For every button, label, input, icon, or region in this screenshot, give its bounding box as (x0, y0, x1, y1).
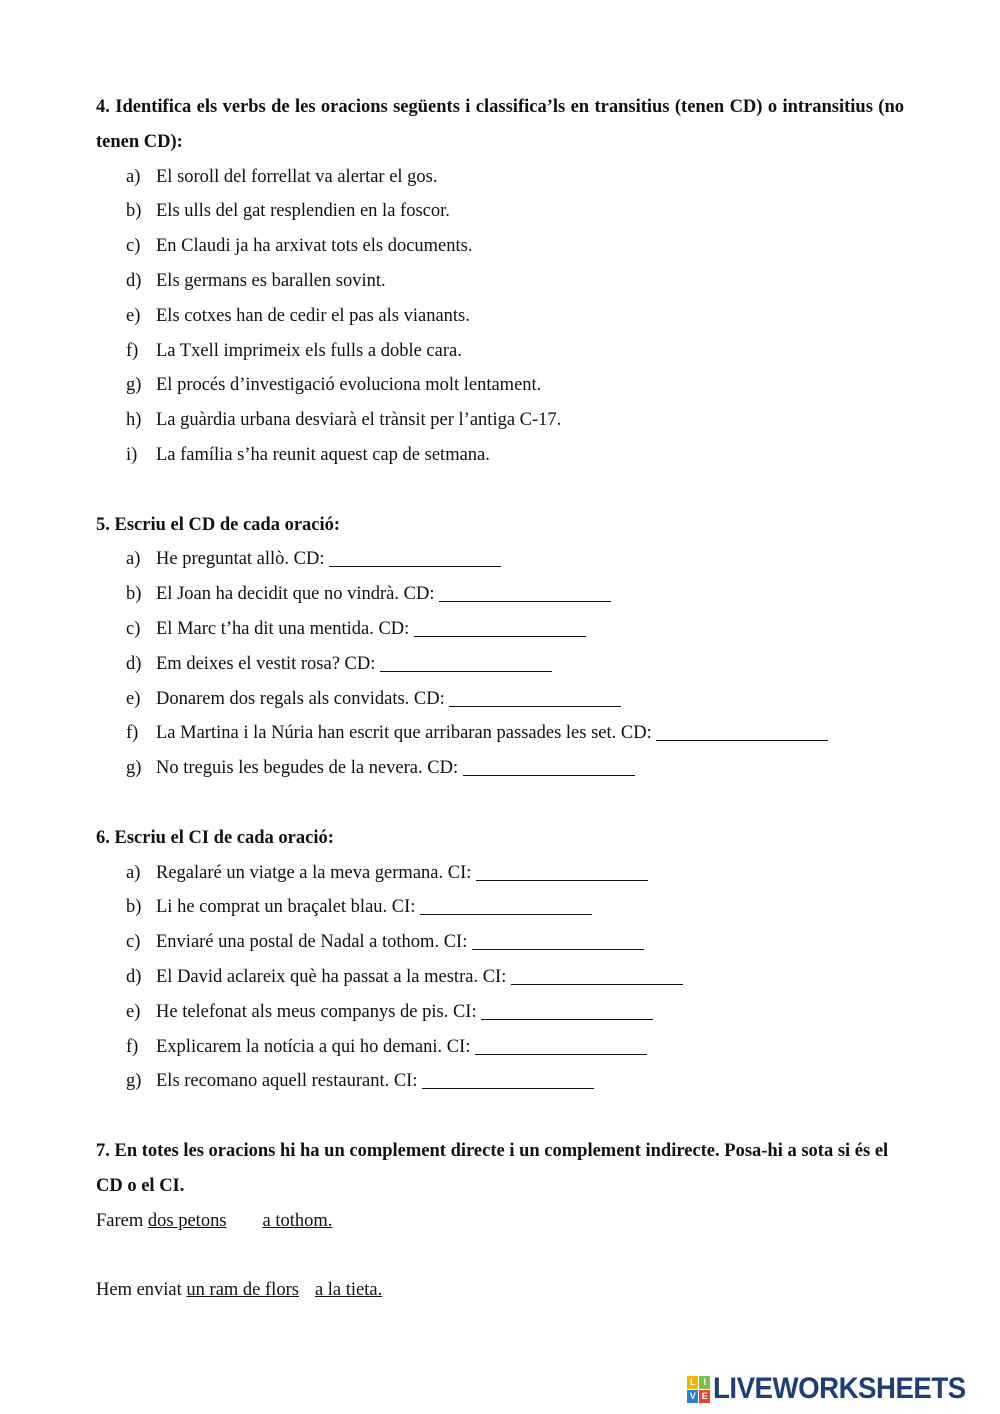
item-label: e) (126, 1001, 141, 1022)
sentence-start: Farem (96, 1210, 144, 1231)
item-label: a) (126, 166, 141, 187)
list-item (96, 577, 904, 612)
list-item (96, 960, 904, 995)
item-text: El procés d’investigació evoluciona molt lentament. (156, 375, 542, 396)
section-6-heading: 6. Escriu el CI de cada oració: (96, 827, 334, 848)
section-7-sentences (96, 1204, 904, 1308)
logo-letter: V (687, 1390, 698, 1403)
underlined-complement-2[interactable]: a tothom. (262, 1210, 333, 1231)
item-label: c) (126, 236, 141, 257)
logo-letter: L (687, 1376, 698, 1389)
list-item (96, 1030, 904, 1065)
item-label: a) (126, 862, 141, 883)
item-text: Explicarem la notícia a qui ho demani. CI: (156, 1036, 471, 1057)
item-text: Els ulls del gat resplendien en la foscor. (156, 201, 450, 222)
item-label: f) (126, 340, 139, 361)
item-text: Em deixes el vestit rosa? CD: (156, 653, 376, 674)
item-label: e) (126, 688, 141, 709)
answer-blank[interactable] (472, 929, 644, 950)
answer-blank[interactable] (380, 651, 552, 672)
sentence (96, 1204, 904, 1239)
list-item (96, 438, 904, 473)
item-text: No treguis les begudes de la nevera. CD: (156, 758, 459, 779)
answer-blank[interactable] (475, 1034, 647, 1055)
sentence (96, 1273, 904, 1308)
section-4-list (96, 160, 904, 473)
list-item (96, 299, 904, 334)
answer-blank[interactable] (439, 581, 611, 602)
item-text: La Txell imprimeix els fulls a doble cara. (156, 340, 462, 361)
section-5-list (96, 542, 904, 786)
item-text: Regalaré un viatge a la meva germana. CI: (156, 862, 472, 883)
item-label: b) (126, 201, 142, 222)
item-text: El David aclareix què ha passat a la mestra. CI: (156, 966, 507, 987)
list-item (96, 229, 904, 264)
spacer (96, 1238, 904, 1273)
item-label: g) (126, 758, 142, 779)
section-6-list (96, 856, 904, 1100)
list-item (96, 334, 904, 369)
list-item (96, 890, 904, 925)
section-4-heading: 4. Identifica els verbs de les oracions següents i classifica’ls en transitius (tenen CD) o intransitius (no tenen CD): (96, 97, 904, 152)
list-item (96, 612, 904, 647)
section-7-heading: 7. En totes les oracions hi ha un complement directe i un complement indirecte. Posa-hi a sota si és el CD o el CI. (96, 1140, 889, 1196)
item-text: El soroll del forrellat va alertar el gos. (156, 166, 438, 187)
list-item (96, 542, 904, 577)
list-item (96, 682, 904, 717)
list-item (96, 751, 904, 786)
item-label: b) (126, 584, 142, 605)
item-text: La família s’ha reunit aquest cap de setmana. (156, 444, 490, 465)
answer-blank[interactable] (481, 999, 653, 1020)
answer-blank[interactable] (329, 546, 501, 567)
logo-icon (687, 1376, 710, 1403)
list-item (96, 264, 904, 299)
logo-letter: E (699, 1390, 710, 1403)
item-text: He telefonat als meus companys de pis. CI: (156, 1001, 477, 1022)
item-label: e) (126, 305, 141, 326)
item-text: Els germans es barallen sovint. (156, 270, 386, 291)
item-text: El Joan ha decidit que no vindrà. CD: (156, 584, 435, 605)
underlined-complement-1[interactable]: dos petons (147, 1210, 227, 1231)
item-label: h) (126, 410, 142, 431)
item-label: d) (126, 653, 142, 674)
item-text: Donarem dos regals als convidats. CD: (156, 688, 445, 709)
liveworksheets-logo (687, 1372, 988, 1406)
item-label: i) (126, 444, 138, 465)
list-item (96, 1064, 904, 1099)
item-label: c) (126, 932, 141, 953)
list-item (96, 856, 904, 891)
item-text: He preguntat allò. CD: (156, 549, 325, 570)
item-text: Els cotxes han de cedir el pas als vianants. (156, 305, 470, 326)
item-text: En Claudi ja ha arxivat tots els documents. (156, 236, 473, 257)
answer-blank[interactable] (511, 964, 683, 985)
item-label: a) (126, 549, 141, 570)
item-label: d) (126, 270, 142, 291)
list-item (96, 995, 904, 1030)
list-item (96, 716, 904, 751)
item-label: c) (126, 618, 141, 639)
answer-blank[interactable] (449, 686, 621, 707)
item-label: g) (126, 1071, 142, 1092)
underlined-complement-1[interactable]: un ram de flors (186, 1280, 299, 1301)
item-text: La Martina i la Núria han escrit que arribaran passades les set. CD: (156, 723, 652, 744)
logo-letter: I (699, 1376, 710, 1389)
item-label: g) (126, 375, 142, 396)
list-item (96, 160, 904, 195)
item-text: La guàrdia urbana desviarà el trànsit per l’antiga C-17. (156, 410, 562, 431)
item-label: d) (126, 966, 142, 987)
list-item (96, 368, 904, 403)
item-text: Enviaré una postal de Nadal a tothom. CI: (156, 932, 468, 953)
answer-blank[interactable] (420, 894, 592, 915)
item-label: f) (126, 723, 139, 744)
section-5-heading: 5. Escriu el CD de cada oració: (96, 514, 341, 535)
item-label: f) (126, 1036, 139, 1057)
item-text: El Marc t’ha dit una mentida. CD: (156, 618, 410, 639)
list-item (96, 403, 904, 438)
answer-blank[interactable] (414, 616, 586, 637)
item-text: Li he comprat un braçalet blau. CI: (156, 897, 416, 918)
sentence-start: Hem enviat (96, 1280, 182, 1301)
logo-text: LIVEWORKSHEETS (713, 1372, 967, 1405)
answer-blank[interactable] (656, 720, 828, 741)
answer-blank[interactable] (422, 1068, 594, 1089)
answer-blank[interactable] (476, 860, 648, 881)
worksheet (96, 90, 904, 1308)
list-item (96, 194, 904, 229)
answer-blank[interactable] (463, 755, 635, 776)
list-item (96, 925, 904, 960)
underlined-complement-2[interactable]: a la tieta. (314, 1280, 383, 1301)
list-item (96, 647, 904, 682)
item-label: b) (126, 897, 142, 918)
item-text: Els recomano aquell restaurant. CI: (156, 1071, 418, 1092)
